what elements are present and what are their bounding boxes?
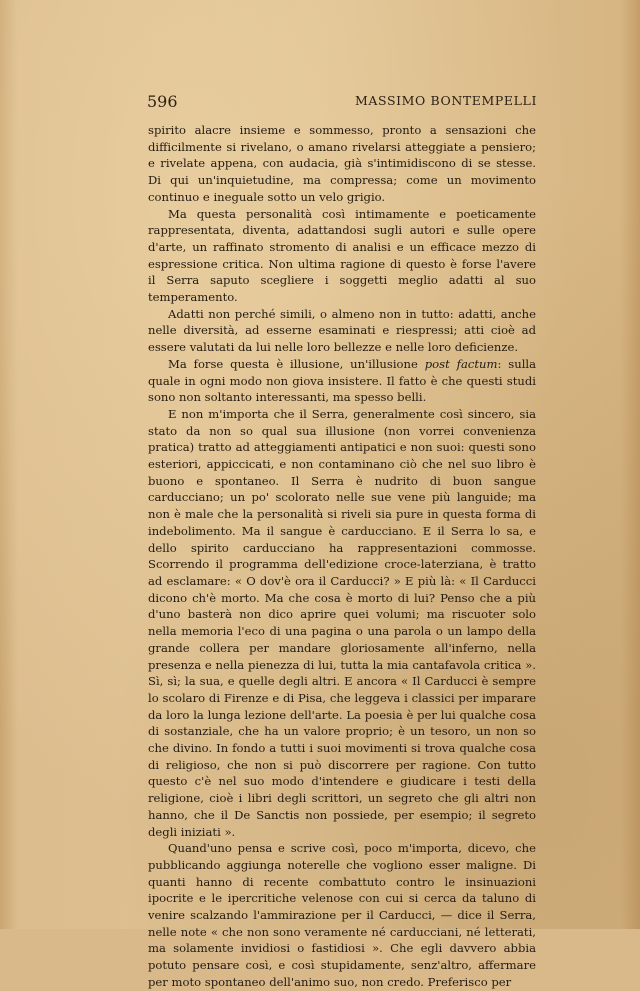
paragraph: Quand'uno pensa e scrive così, poco m'importa, dicevo, che pubblicando aggiunga noterelle che vogliono esser maligne. Di quanti hanno di recente combattuto contro le insinuazioni ipocrite e le ipercritiche velenose con cui si cerca da taluno di venire scalzando l'ammirazione per il Carducci, — dice il Serra, nelle note « che non sono veramente né carducciani, né letterati, ma solamente invidiosi o fastidiosi ». Che egli davvero abbia potuto pensare così, e così stupidamente, senz'altro, affermare per moto spontaneo dell'animo suo, non credo. Preferisco per — [148, 841, 536, 989]
page-header — [147, 92, 537, 112]
paragraph-text: Ma forse questa è illusione, un'illusione — [168, 356, 418, 371]
paragraph-text: : sulla quale in ogni modo non giova insistere. Il fatto è che questi studi sono non soltanto interessanti, ma spesso belli. — [148, 356, 537, 405]
paragraph: Adatti non perché simili, o almeno non in tutto: adatti, anche nelle diversità, ad esserne esaminati e riespressi; atti cioè ad essere valutati da lui nelle loro bellezze e nelle loro deficienze. — [148, 306, 536, 355]
running-title: MASSIMO BONTEMPELLI — [354, 93, 537, 108]
paragraph: E non m'importa che il Serra, generalmente così sincero, sia stato da non so qual sua illusione (non vorrei convenienza pratica) tratto ad atteggiamenti antipatici e non suoi: questi sono esteriori, appiccicati, e non contaminano ciò che nel suo libro è buono e spontaneo. Il Serra è nudrito di buon sangue carducciano; un po' scolorato nelle sue vene più languide; ma non è male che la personalità si riveli sia pure in questa forma di indebolimento. Ma il sangue è carducciano. E il Serra lo sa, e dello spirito carducciano ha rappresentazioni commosse. Scorrendo il programma dell'edizione croce-laterziana, è tratto ad esclamare: « O dov'è ora il Carducci? » E più là: « Il Carducci dicono ch'è morto. Ma che cosa è morto di lui? Penso che a più d'uno basterà non dico aprire quei volumi; ma riscuoter solo nella memoria l'eco di una pagina o una parola o un lampo della grande collera per mandare gloriosamente all'inferno, nella presenza e nella pienezza di lui, tutta la mia cantafavola critica ». Sì, sì; la sua, e quelle degli altri. E ancora « Il Carducci è sempre lo scolaro di Firenze e di Pisa, che leggeva i classici per imparare da loro la lunga lezione dell'arte. La poesia è per lui qualche cosa di sostanziale, che ha un valore proprio; è un tesoro, un non so che divino. In fondo a tutti i suoi movimenti si trova qualche cosa di religioso, che non si può discorrere per ragione. Con tutto questo c'è nel suo modo d'intendere e giudicare i testi della religione, cioè i libri degli scrittori, un segreto che gli altri non hanno, che il De Sanctis non possiede, per esempio; il segreto degli iniziati ». — [148, 406, 536, 839]
body-text — [148, 122, 536, 991]
paragraph: spirito alacre insieme e sommesso, pronto a sensazioni che difficilmente si rivelano, o amano rivelarsi atteggiate a pensiero; e rivelate appena, con audacia, già s'intimidiscono di se stesse. Di qui un'inquietudine, ma compressa; come un movimento continuo e ineguale sotto un velo grigio. — [148, 123, 536, 204]
italic-phrase: post factum — [424, 356, 498, 371]
paragraph: Ma questa personalità così intimamente e poeticamente rappresentata, diventa, adattandosi sugli autori e sulle opere d'arte, un raffinato stromento di analisi e un efficace mezzo di espressione critica. Non ultima ragione di questo è forse l'avere il Serra saputo scegliere i soggetti meglio adatti al suo temperamento. — [148, 206, 536, 305]
page-number: 596 — [147, 92, 178, 111]
paragraph — [148, 356, 536, 406]
